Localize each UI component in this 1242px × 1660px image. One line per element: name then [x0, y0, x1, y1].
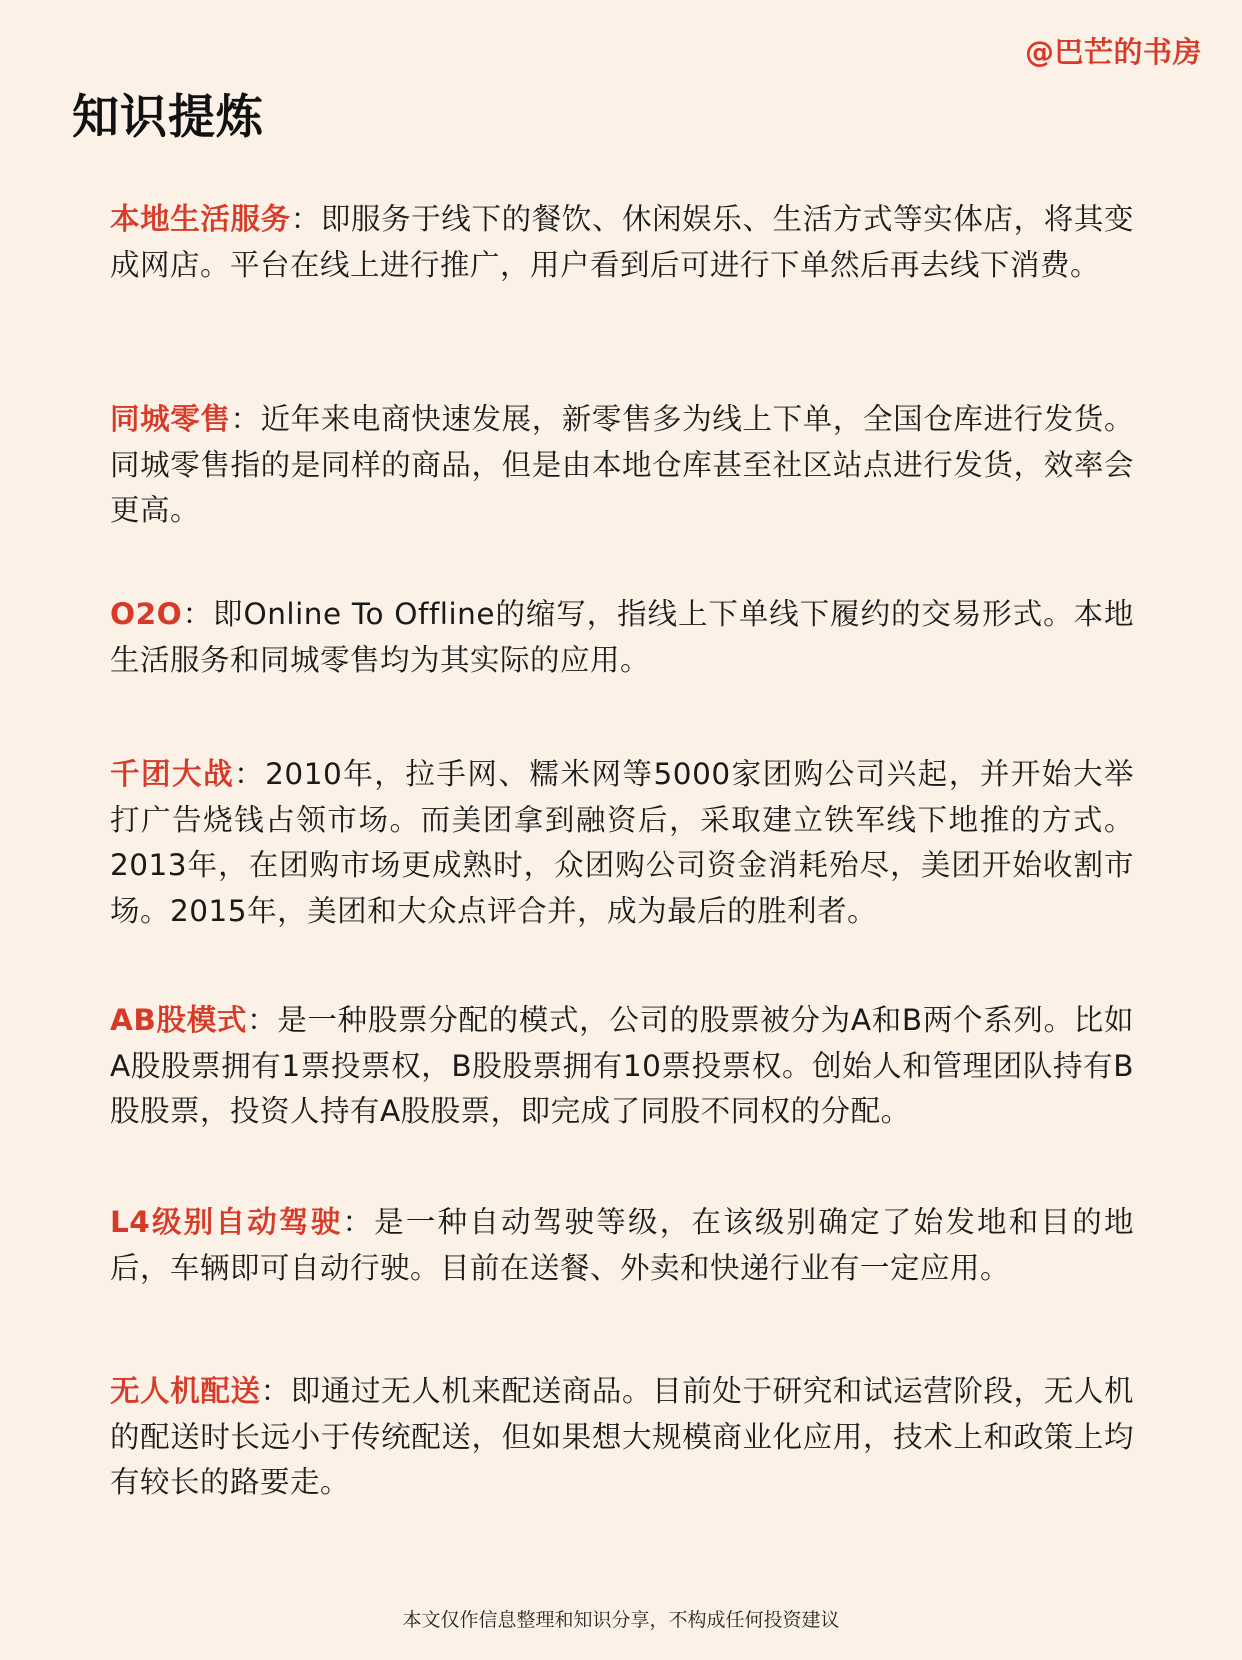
footer-disclaimer: 本文仅作信息整理和知识分享，不构成任何投资建议 — [402, 1609, 840, 1631]
entry-drone-delivery — [110, 1369, 1134, 1506]
entry-same-city-retail — [110, 397, 1134, 534]
entry-term: 同城零售 — [110, 402, 231, 436]
entry-local-life-services — [110, 197, 1134, 288]
entry-term: O2O — [110, 597, 183, 631]
entry-definition: 2010年，拉手网、糯米网等5000家团购公司兴起，并开始大举打广告烧钱占领市场。而美团拿到融资后，采取建立铁军线下地推的方式。2013年，在团购市场更成熟时，众团购公司资金消耗殆尽，美团开始收割市场。2015年，美团和大众点评合并，成为最后的胜利者。 — [110, 757, 1134, 928]
entry-separator: ： — [260, 1374, 291, 1408]
page-title: 知识提炼 — [72, 90, 264, 145]
entry-definition: 是一种自动驾驶等级，在该级别确定了始发地和目的地后，车辆即可自动行驶。目前在送餐、外卖和快递行业有一定应用。 — [110, 1205, 1134, 1285]
entry-o2o — [110, 592, 1134, 683]
entry-term: 无人机配送 — [110, 1374, 261, 1408]
entry-separator: ： — [342, 1205, 375, 1239]
entry-definition: 即通过无人机来配送商品。目前处于研究和试运营阶段，无人机的配送时长远小于传统配送，但如果想大规模商业化应用，技术上和政策上均有较长的路要走。 — [110, 1374, 1134, 1499]
entry-term: 千团大战 — [110, 757, 235, 791]
entry-term: L4级别自动驾驶 — [110, 1205, 343, 1239]
entry-definition: 近年来电商快速发展，新零售多为线上下单，全国仓库进行发货。同城零售指的是同样的商品，但是由本地仓库甚至社区站点进行发货，效率会更高。 — [110, 402, 1134, 527]
entry-separator: ： — [230, 402, 261, 436]
entry-definition: 即Online To Offline的缩写，指线上下单线下履约的交易形式。本地生活服务和同城零售均为其实际的应用。 — [110, 597, 1134, 677]
entry-term: AB股模式 — [110, 1003, 248, 1037]
entry-thousand-group-war — [110, 752, 1134, 934]
entry-separator: ： — [290, 202, 321, 236]
entry-definition: 是一种股票分配的模式，公司的股票被分为A和B两个系列。比如A股股票拥有1票投票权，B股股票拥有10票投票权。创始人和管理团队持有B股股票，投资人持有A股股票，即完成了同股不同权的分配。 — [110, 1003, 1134, 1128]
entry-l4-autonomous-driving — [110, 1200, 1134, 1291]
watermark: @巴芒的书房 — [1024, 35, 1202, 69]
entry-separator: ： — [234, 757, 266, 791]
entry-definition: 即服务于线下的餐饮、休闲娱乐、生活方式等实体店，将其变成网店。平台在线上进行推广，用户看到后可进行下单然后再去线下消费。 — [110, 202, 1134, 282]
entry-ab-share-model — [110, 998, 1134, 1135]
entry-term: 本地生活服务 — [110, 202, 291, 236]
entry-separator: ： — [182, 597, 214, 631]
entry-separator: ： — [247, 1003, 278, 1037]
